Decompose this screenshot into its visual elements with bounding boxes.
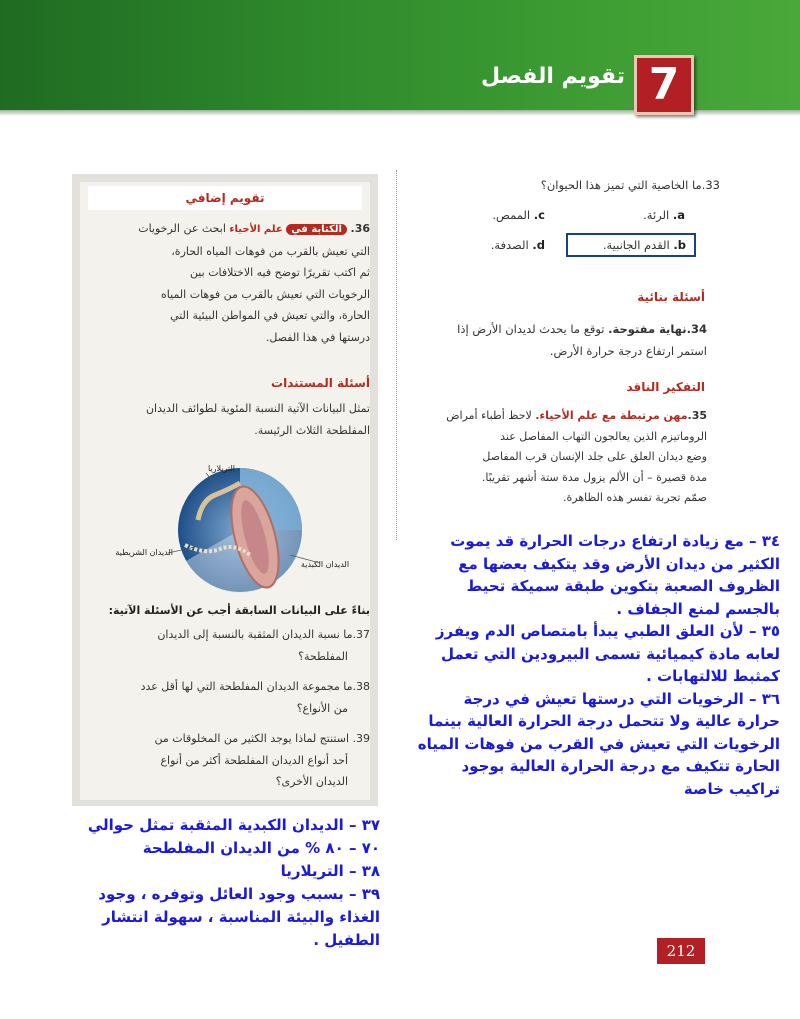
constructive-heading: أسئلة بنائية <box>637 290 705 304</box>
option-c: c. الممص. <box>492 208 545 222</box>
label-trematode: التريلاريا <box>207 464 235 473</box>
writing-badge: الكتابة في <box>286 224 347 235</box>
option-a: a. الرئة. <box>643 208 685 222</box>
question-38: 38.ما مجموعة الديدان المفلطحة التي لها أقل عدد من الأنواع؟ <box>140 680 370 715</box>
option-b-selected: b. القدم الجانبية. <box>566 233 696 257</box>
panel-title: تقويم إضافي <box>88 186 362 210</box>
chapter-title: تقويم الفصل <box>480 64 625 89</box>
question-39: 39. استنتج لماذا يوجد الكثير من المخلوقات من أحد أنواع الديدان المفلطحة أكثر من أنواع الديدان الأخرى؟ <box>154 732 370 788</box>
question-34: 34.نهاية مفتوحة. توقع ما يحدث لديدان الأرض إذا استمر ارتفاع درجة حرارة الأرض. <box>457 322 707 358</box>
question-33: 33.ما الخاصية التي تميز هذا الحيوان؟ <box>540 178 720 192</box>
option-d: d. الصدفة. <box>490 238 545 252</box>
question-37: 37.ما نسبة الديدان المثقبة بالنسبة إلى الديدان المفلطحة؟ <box>157 628 370 663</box>
answers-37-39: ٣٧ – الديدان الكبدية المثقبة تمثل حوالي ٧٠ – ٨٠ % من الديدان المفلطحة ٣٨ – التريلاريا ٣٩ – بسبب وجود العائل وتوفره ، وجود الغذاء والبيئة المناسبة ، سهولة انتشار الطفيل . <box>87 816 380 949</box>
question-36: 36. الكتابة في علم الأحياء ابحث عن الرخويات التي تعيش بالقرب من فوهات المياه الحارة، ثم اكتب تقريرًا توضح فيه الاختلافات بين الرخويات التي تعيش بالقرب من فوهات المياه الحارة، والتي تعيش في المواطن البيئية التي درستها في هذا الفصل. <box>138 222 370 344</box>
chapter-number-badge: 7 <box>634 55 694 115</box>
documents-intro: تمثل البيانات الآتية النسبة المئوية لطوائف الديدان المفلطحة الثلاث الرئيسة. <box>145 402 370 437</box>
answers-34-36: ٣٤ – مع زيادة ارتفاع درجات الحرارة قد يموت الكثير من ديدان الأرض وقد يتكيف بعضها مع الظروف الصعبة بتكوين طبقة سميكة تحيط بالجسم لمنع الجفاف . ٣٥ – لأن العلق الطبي يبدأ بامتصاص الدم ويفرز لعابه مادة كيميائية تسمى البيرودين التي تعمل كمثبط للالتهابات . ٣٦ – الرخويات التي درستها تعيش في درجة حرارة عالية ولا تتحمل درجة الحرارة العالية بينما الرخويات التي تعيش في القرب من فوهات المياه الحارة تتكيف مع درجة الحرارة العالية بوجود تراكيب خاصة <box>417 532 780 798</box>
documents-heading: أسئلة المستندات <box>271 376 370 390</box>
flatworm-classes-figure <box>90 455 370 595</box>
column-divider <box>396 170 397 540</box>
critical-heading: التفكير الناقد <box>626 380 705 394</box>
based-on-prompt: بناءً على البيانات السابقة أجب عن الأسئلة الآتية: <box>108 604 370 617</box>
label-liver-fluke: الديدان الكبدية <box>300 560 350 569</box>
question-35: 35.مهن مرتبطة مع علم الأحياء. لاحظ أطباء أمراض الروماتيزم الذين يعالجون التهاب المفاصل عند وضع ديدان العلق على جلد الإنسان قرب المفاصل مدة قصيرة – أن الألم يزول مدة ستة أشهر تقريبًا. صمّم تجربة تفسر هذه الظاهرة. <box>446 409 707 504</box>
label-tapeworm: الديدان الشريطية <box>115 548 173 557</box>
page-number: 212 <box>657 938 705 964</box>
